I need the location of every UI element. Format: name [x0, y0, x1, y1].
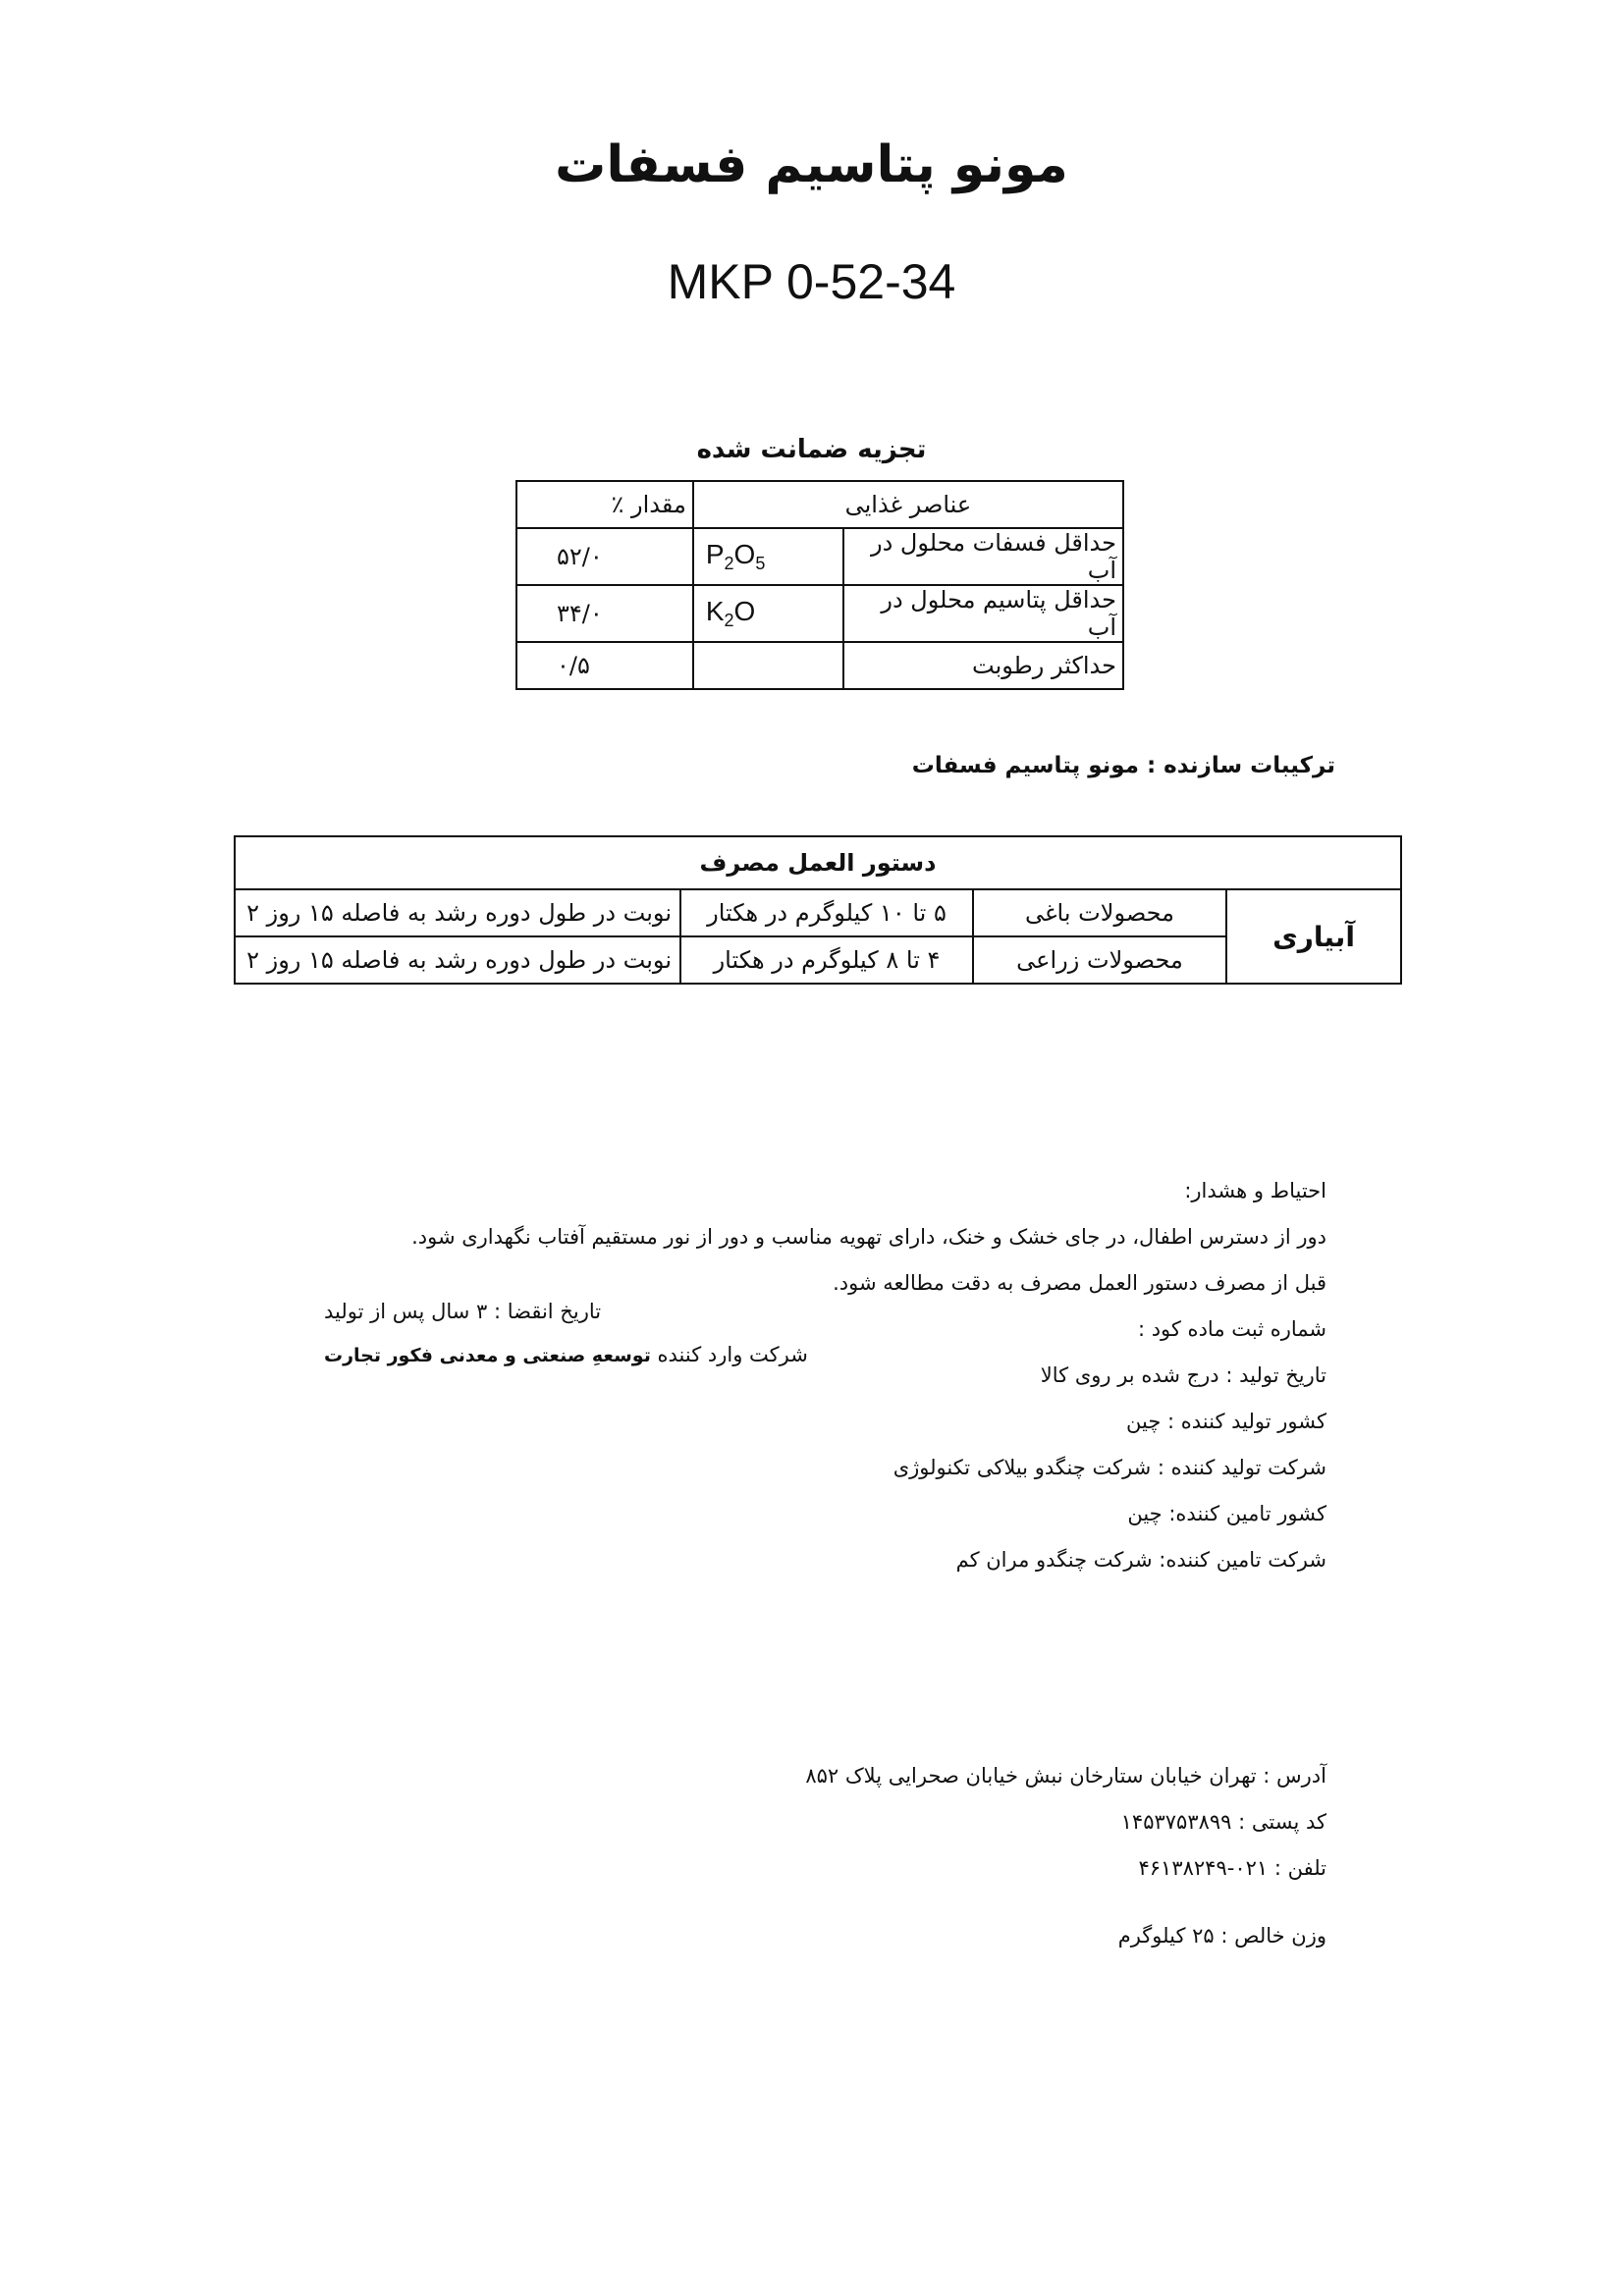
guaranteed-analysis-table [515, 480, 1124, 690]
nutrient-formula [693, 585, 843, 642]
analysis-caption: تجزیه ضمانت شده [696, 435, 927, 464]
nutrient-name: حداکثر رطوبت [843, 642, 1123, 689]
usage-header-row [235, 836, 1401, 889]
formula-part: O [733, 539, 756, 569]
analysis-row [516, 585, 1123, 642]
warning-title: احتیاط و هشدار: [1184, 1179, 1326, 1202]
formula-subscript: 2 [724, 554, 734, 573]
nutrient-value: ۳۴/۰ [516, 585, 693, 642]
header-elements: عناصر غذایی [693, 481, 1123, 528]
importer-label: شرکت وارد کننده [657, 1343, 808, 1366]
supplier: شرکت تامین کننده: شرکت چنگدو مران کم [955, 1548, 1326, 1572]
phone: تلفن : ۰۲۱-۴۶۱۳۸۲۴۹ [1138, 1856, 1326, 1880]
origin-country: کشور تولید کننده : چین [1126, 1410, 1326, 1433]
supplier-country: کشور تامین کننده: چین [1127, 1502, 1326, 1525]
analysis-row [516, 528, 1123, 585]
warning-storage: دور از دسترس اطفال، در جای خشک و خنک، دارای تهویه مناسب و دور از نور مستقیم آفتاب نگهداری شود. [411, 1225, 1326, 1249]
analysis-row [516, 642, 1123, 689]
components-line: ترکیبات سازنده : مونو پتاسیم فسفات [911, 753, 1335, 778]
product-grade: MKP 0-52-34 [667, 254, 956, 309]
header-amount: مقدار ٪ [516, 481, 693, 528]
nutrient-name: حداقل پتاسیم محلول در آب [843, 585, 1123, 642]
importer-name: توسعهِ صنعتی و معدنی فکور تجارت [324, 1345, 651, 1366]
product-notes [246, 1168, 1326, 1583]
production-date: تاریخ تولید : درج شده بر روی کالا [1040, 1363, 1326, 1387]
formula-subscript: 5 [755, 554, 766, 573]
manufacturer: شرکت تولید کننده : شرکت چنگدو بیلاکی تکنولوژی [893, 1456, 1326, 1479]
crop-type: محصولات باغی [973, 889, 1226, 936]
application-rate: ۴ تا ۸ کیلوگرم در هکتار [680, 936, 973, 984]
usage-instructions-table [234, 835, 1402, 985]
nutrient-value: ۰/۵ [516, 642, 693, 689]
crop-type: محصولات زراعی [973, 936, 1226, 984]
application-rate: ۵ تا ۱۰ کیلوگرم در هکتار [680, 889, 973, 936]
application-frequency: نوبت در طول دوره رشد به فاصله ۱۵ روز ۲ [235, 936, 680, 984]
formula-part: K [705, 596, 725, 626]
expiry-date: تاریخ انقضا : ۳ سال پس از تولید [324, 1300, 602, 1323]
registration-number: شماره ثبت ماده کود : [1137, 1317, 1326, 1341]
product-title: مونو پتاسیم فسفات [555, 135, 1068, 194]
importer [324, 1337, 808, 1373]
nutrient-name: حداقل فسفات محلول در آب [843, 528, 1123, 585]
usage-row [235, 889, 1401, 936]
formula-part: P [705, 539, 725, 569]
net-weight: وزن خالص : ۲۵ کیلوگرم [1117, 1924, 1326, 1948]
usage-row [235, 936, 1401, 984]
usage-method: آبیاری [1226, 889, 1401, 984]
application-frequency: نوبت در طول دوره رشد به فاصله ۱۵ روز ۲ [235, 889, 680, 936]
nutrient-value: ۵۲/۰ [516, 528, 693, 585]
warning-read: قبل از مصرف دستور العمل مصرف به دقت مطالعه شود. [833, 1271, 1326, 1295]
nutrient-formula [693, 528, 843, 585]
analysis-header-row [516, 481, 1123, 528]
formula-subscript: 2 [724, 611, 734, 630]
formula-part: O [733, 596, 756, 626]
contact-info [805, 1753, 1326, 1892]
usage-heading: دستور العمل مصرف [235, 836, 1401, 889]
nutrient-formula [693, 642, 843, 689]
address: آدرس : تهران خیابان ستارخان نبش خیابان صحرایی پلاک ۸۵۲ [805, 1764, 1326, 1788]
postal-code: کد پستی : ۱۴۵۳۷۵۳۸۹۹ [1120, 1810, 1326, 1834]
